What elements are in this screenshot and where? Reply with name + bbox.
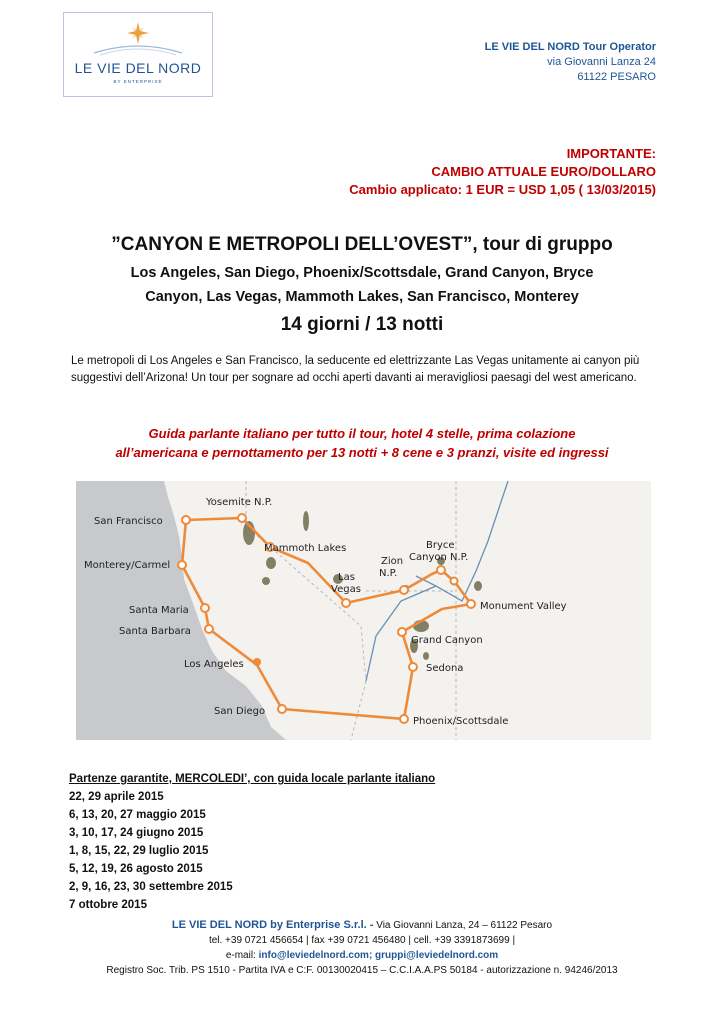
stop-yosemite [238, 514, 246, 522]
company-header [485, 40, 656, 85]
stop-santa-maria [201, 604, 209, 612]
departure-date: 2, 9, 16, 23, 30 settembre 2015 [69, 881, 233, 893]
label-mammoth: Mammoth Lakes [264, 543, 347, 554]
stop-santa-barbara [205, 625, 213, 633]
departure-date: 5, 12, 19, 26 agosto 2015 [69, 863, 203, 875]
departures-heading: Partenze garantite, MERCOLEDI’, con guida locale parlante italiano [69, 773, 436, 785]
label-las-2: Vegas [331, 584, 361, 595]
logo-subtitle: BY ENTERPRISE [113, 79, 163, 84]
exchange-notice [349, 145, 656, 199]
stop-zion [400, 586, 408, 594]
tour-subtitle-line2: Canyon, Las Vegas, Mammoth Lakes, San Francisco, Monterey [145, 289, 579, 305]
footer [0, 918, 724, 978]
label-los-angeles: Los Angeles [184, 659, 244, 670]
notice-rate: Cambio applicato: 1 EUR = USD 1,05 ( 13/03/2015) [349, 182, 656, 197]
footer-company-line [0, 918, 724, 933]
label-santa-maria: Santa Maria [129, 605, 189, 616]
tour-intro: Le metropoli di Los Angeles e San Francisco, la seducente ed elettrizzante Las Vegas unitamente ai canyon più suggestivi dell’Arizona! Un tour per sognare ad occhi aperti davanti ai meravigliosi paesagi del west americano. [71, 355, 640, 384]
stop-san-diego [278, 705, 286, 713]
stop-las-vegas [342, 599, 350, 607]
label-san-francisco: San Francisco [94, 516, 163, 527]
label-monterey: Monterey/Carmel [84, 560, 171, 571]
route-map [76, 481, 651, 740]
logo-brand: LE VIE DEL NORD [74, 60, 202, 76]
stop-bryce-2 [451, 578, 458, 585]
tour-duration: 14 giorni / 13 notti [280, 314, 444, 335]
departures [69, 770, 435, 914]
tour-subtitle [0, 261, 724, 309]
label-san-diego: San Diego [214, 706, 266, 717]
stop-san-francisco [182, 516, 190, 524]
departure-date: 6, 13, 20, 27 maggio 2015 [69, 809, 206, 821]
stop-bryce [437, 566, 445, 574]
footer-email-label: e-mail: [225, 950, 259, 961]
highlight-line1: Guida parlante italiano per tutto il tour, hotel 4 stelle, prima colazione [148, 426, 576, 441]
departure-date: 3, 10, 17, 24 giugno 2015 [69, 827, 204, 839]
company-address: via Giovanni Lanza 24 [547, 56, 656, 68]
footer-address: Via Giovanni Lanza, 24 – 61122 Pesaro [373, 920, 553, 931]
departure-date: 7 ottobre 2015 [69, 899, 147, 911]
label-sedona: Sedona [426, 663, 464, 674]
departure-date: 22, 29 aprile 2015 [69, 791, 164, 803]
tour-title: ”CANYON E METROPOLI DELL’OVEST”, tour di gruppo [111, 234, 613, 255]
stop-monument-valley [467, 600, 475, 608]
label-las-1: Las [338, 572, 355, 583]
label-bryce-1: Bryce [426, 540, 455, 551]
company-city: 61122 PESARO [577, 71, 656, 83]
label-santa-barbara: Santa Barbara [119, 626, 191, 637]
stop-phoenix [400, 715, 408, 723]
footer-email-line [0, 948, 724, 963]
label-zion-2: N.P. [379, 568, 398, 579]
notice-heading: IMPORTANTE: [566, 146, 656, 161]
label-grand-canyon: Grand Canyon [411, 635, 483, 646]
footer-phones: tel. +39 0721 456654 | fax +39 0721 456480 | cell. +39 3391873699 | [208, 935, 516, 946]
notice-exchange: CAMBIO ATTUALE EURO/DOLLARO [431, 164, 656, 179]
label-yosemite: Yosemite N.P. [206, 497, 273, 508]
stop-sedona [409, 663, 417, 671]
footer-company: LE VIE DEL NORD by Enterprise S.r.l. - [171, 919, 374, 931]
label-bryce-2: Canyon N.P. [409, 552, 469, 563]
stop-grand-canyon [398, 628, 406, 636]
highlight-line2: all’americana e pernottamento per 13 notti + 8 cene e 3 pranzi, visite ed ingressi [115, 445, 609, 460]
company-logo [63, 12, 213, 97]
star-icon [64, 19, 212, 59]
footer-registry: Registro Soc. Trib. PS 1510 - Partita IVA e C:F. 00130020415 – C.C.I.A.A.PS 50184 - autorizzazione n. 94246/2013 [106, 965, 618, 976]
stop-los-angeles [253, 658, 261, 666]
label-phoenix: Phoenix/Scottsdale [413, 716, 509, 727]
stop-monterey [178, 561, 186, 569]
label-zion-1: Zion [381, 556, 404, 567]
label-monument: Monument Valley [480, 601, 567, 612]
departure-date: 1, 8, 15, 22, 29 luglio 2015 [69, 845, 209, 857]
company-name: LE VIE DEL NORD Tour Operator [484, 41, 656, 53]
tour-subtitle-line1: Los Angeles, San Diego, Phoenix/Scottsdale, Grand Canyon, Bryce [130, 265, 594, 281]
tour-highlight [0, 424, 724, 462]
footer-emails[interactable]: info@leviedelnord.com; gruppi@leviedelnord.com [258, 950, 499, 961]
